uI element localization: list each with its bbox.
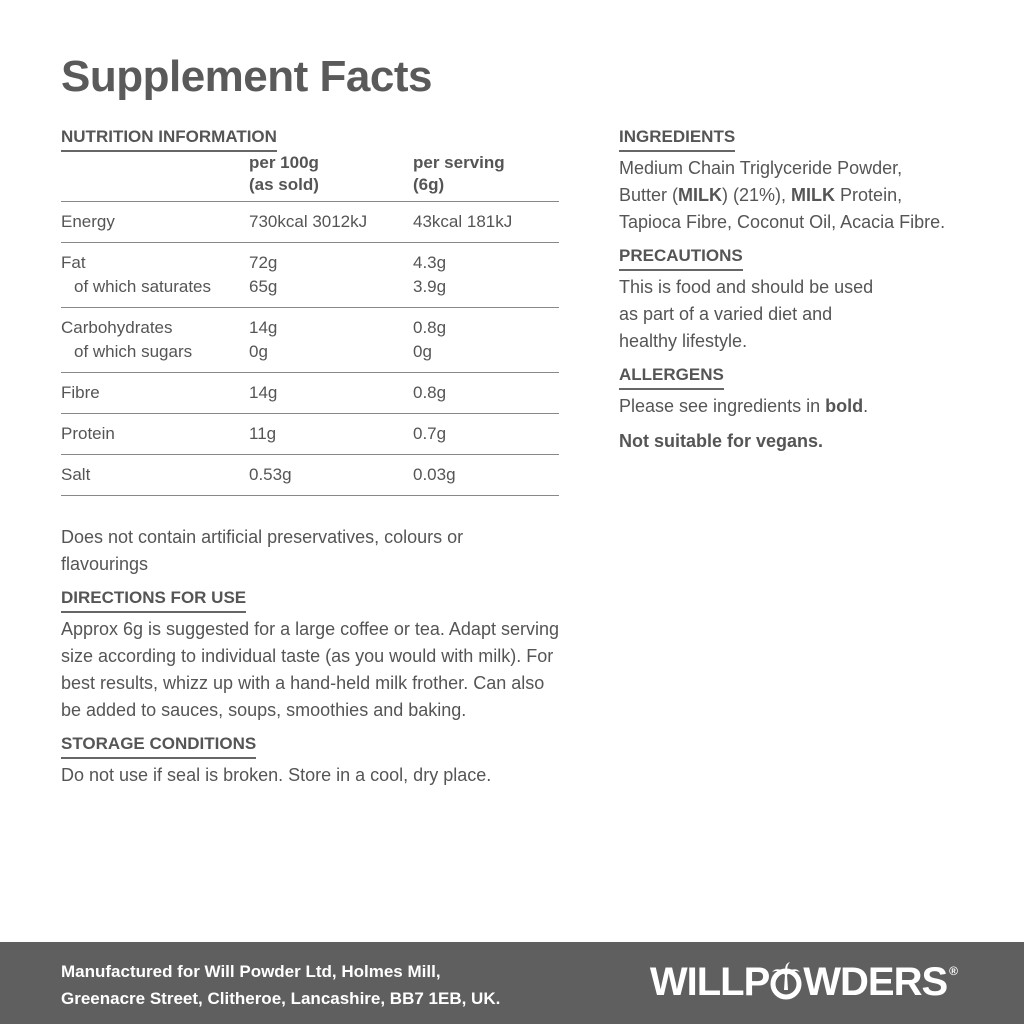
row-label-main: Carbohydrates	[61, 318, 173, 337]
header-serving	[413, 152, 559, 202]
ingredients-allergen-milk: MILK	[678, 185, 723, 205]
row-serving-main: 4.3g	[413, 253, 447, 272]
row-per100-sub: 65g	[249, 277, 278, 296]
allergens-bold-word: bold	[825, 396, 864, 416]
row-serving: 43kcal 181kJ	[413, 212, 513, 231]
allergens-heading: ALLERGENS	[619, 365, 724, 390]
row-serving: 0.03g	[413, 465, 456, 484]
nutrition-header-empty	[61, 152, 249, 202]
row-serving	[413, 308, 559, 373]
allergens-suffix: .	[863, 396, 869, 416]
address-line2: Greenacre Street, Clitheroe, Lancashire, BB7 1EB, UK.	[61, 989, 501, 1008]
storage-text: Do not use if seal is broken. Store in a cool, dry place.	[61, 765, 492, 785]
row-serving-sub: 0g	[413, 342, 432, 361]
directions-heading: DIRECTIONS FOR USE	[61, 588, 246, 613]
vegan-warning: Not suitable for vegans.	[619, 431, 824, 451]
header-per100-line2: (as sold)	[249, 175, 319, 194]
row-per100-main: 72g	[249, 253, 278, 272]
precautions-section	[619, 246, 979, 355]
row-serving: 0.8g	[413, 383, 447, 402]
footer-bar	[0, 942, 1024, 1024]
allergens-text	[619, 393, 979, 420]
row-label	[61, 308, 249, 373]
row-label-sub: of which sugars	[74, 342, 193, 361]
row-per100	[249, 308, 413, 373]
ingredients-part2: ) (21%),	[722, 185, 792, 205]
brand-part2: WDERS	[803, 960, 948, 1004]
row-serving-main: 0.8g	[413, 318, 447, 337]
allergens-section	[619, 365, 979, 455]
storage-section	[61, 734, 559, 789]
row-serving: 0.7g	[413, 424, 447, 443]
brand-logo	[650, 960, 958, 1005]
header-per100-line1: per 100g	[249, 153, 319, 172]
table-row	[61, 308, 559, 373]
table-row	[61, 455, 559, 496]
page-title: Supplement Facts	[61, 52, 432, 101]
table-row	[61, 202, 559, 243]
no-additives-note: Does not contain artificial preservatives, colours or flavourings	[61, 527, 464, 574]
row-label: Energy	[61, 212, 115, 231]
precautions-heading: PRECAUTIONS	[619, 246, 743, 271]
header-serving-line2: (6g)	[413, 175, 445, 194]
row-serving-sub: 3.9g	[413, 277, 447, 296]
allergens-prefix: Please see ingredients in	[619, 396, 826, 416]
header-per100	[249, 152, 413, 202]
directions-text: Approx 6g is suggested for a large coffee or tea. Adapt serving size according to individual taste (as you would with milk). For best results, whizz up with a hand-held milk frother. Can also be added to sauces, soups, smoothies and baking.	[61, 619, 559, 720]
row-per100	[249, 243, 413, 308]
row-serving	[413, 243, 559, 308]
precautions-text: This is food and should be used as part of a varied diet and healthy lifestyle.	[619, 277, 874, 351]
brand-part1: WILLP	[649, 960, 770, 1004]
row-label: Fibre	[61, 383, 100, 402]
nutrition-header-row	[61, 152, 559, 202]
address-line1: Manufactured for Will Powder Ltd, Holmes Mill,	[61, 962, 441, 981]
ingredients-allergen-milk: MILK	[791, 185, 836, 205]
ingredients-heading: INGREDIENTS	[619, 127, 735, 152]
row-per100: 11g	[249, 424, 277, 443]
row-label	[61, 243, 249, 308]
left-column	[61, 127, 559, 789]
ingredients-text	[619, 155, 949, 236]
registered-mark: ®	[949, 964, 958, 978]
manufacturer-address	[61, 958, 500, 1012]
row-per100: 14g	[249, 383, 278, 402]
row-label: Protein	[61, 424, 115, 443]
palm-tree-icon	[769, 960, 803, 1000]
storage-heading: STORAGE CONDITIONS	[61, 734, 256, 759]
row-label: Salt	[61, 465, 91, 484]
table-row	[61, 373, 559, 414]
ingredients-part1: Medium Chain Triglyceride Powder, Butter (	[619, 158, 903, 205]
row-label-sub: of which saturates	[74, 277, 212, 296]
row-label-main: Fat	[61, 253, 86, 272]
row-per100-sub: 0g	[249, 342, 268, 361]
row-per100: 730kcal 3012kJ	[249, 212, 368, 231]
nutrition-heading: NUTRITION INFORMATION	[61, 127, 277, 152]
row-per100-main: 14g	[249, 318, 278, 337]
table-row	[61, 243, 559, 308]
directions-section	[61, 588, 559, 724]
table-row	[61, 414, 559, 455]
row-per100: 0.53g	[249, 465, 292, 484]
header-serving-line1: per serving	[413, 153, 505, 172]
ingredients-part3: Protein, Tapioca Fibre, Coconut Oil, Acacia Fibre.	[619, 185, 946, 232]
nutrition-table	[61, 152, 559, 496]
right-column	[619, 127, 979, 455]
